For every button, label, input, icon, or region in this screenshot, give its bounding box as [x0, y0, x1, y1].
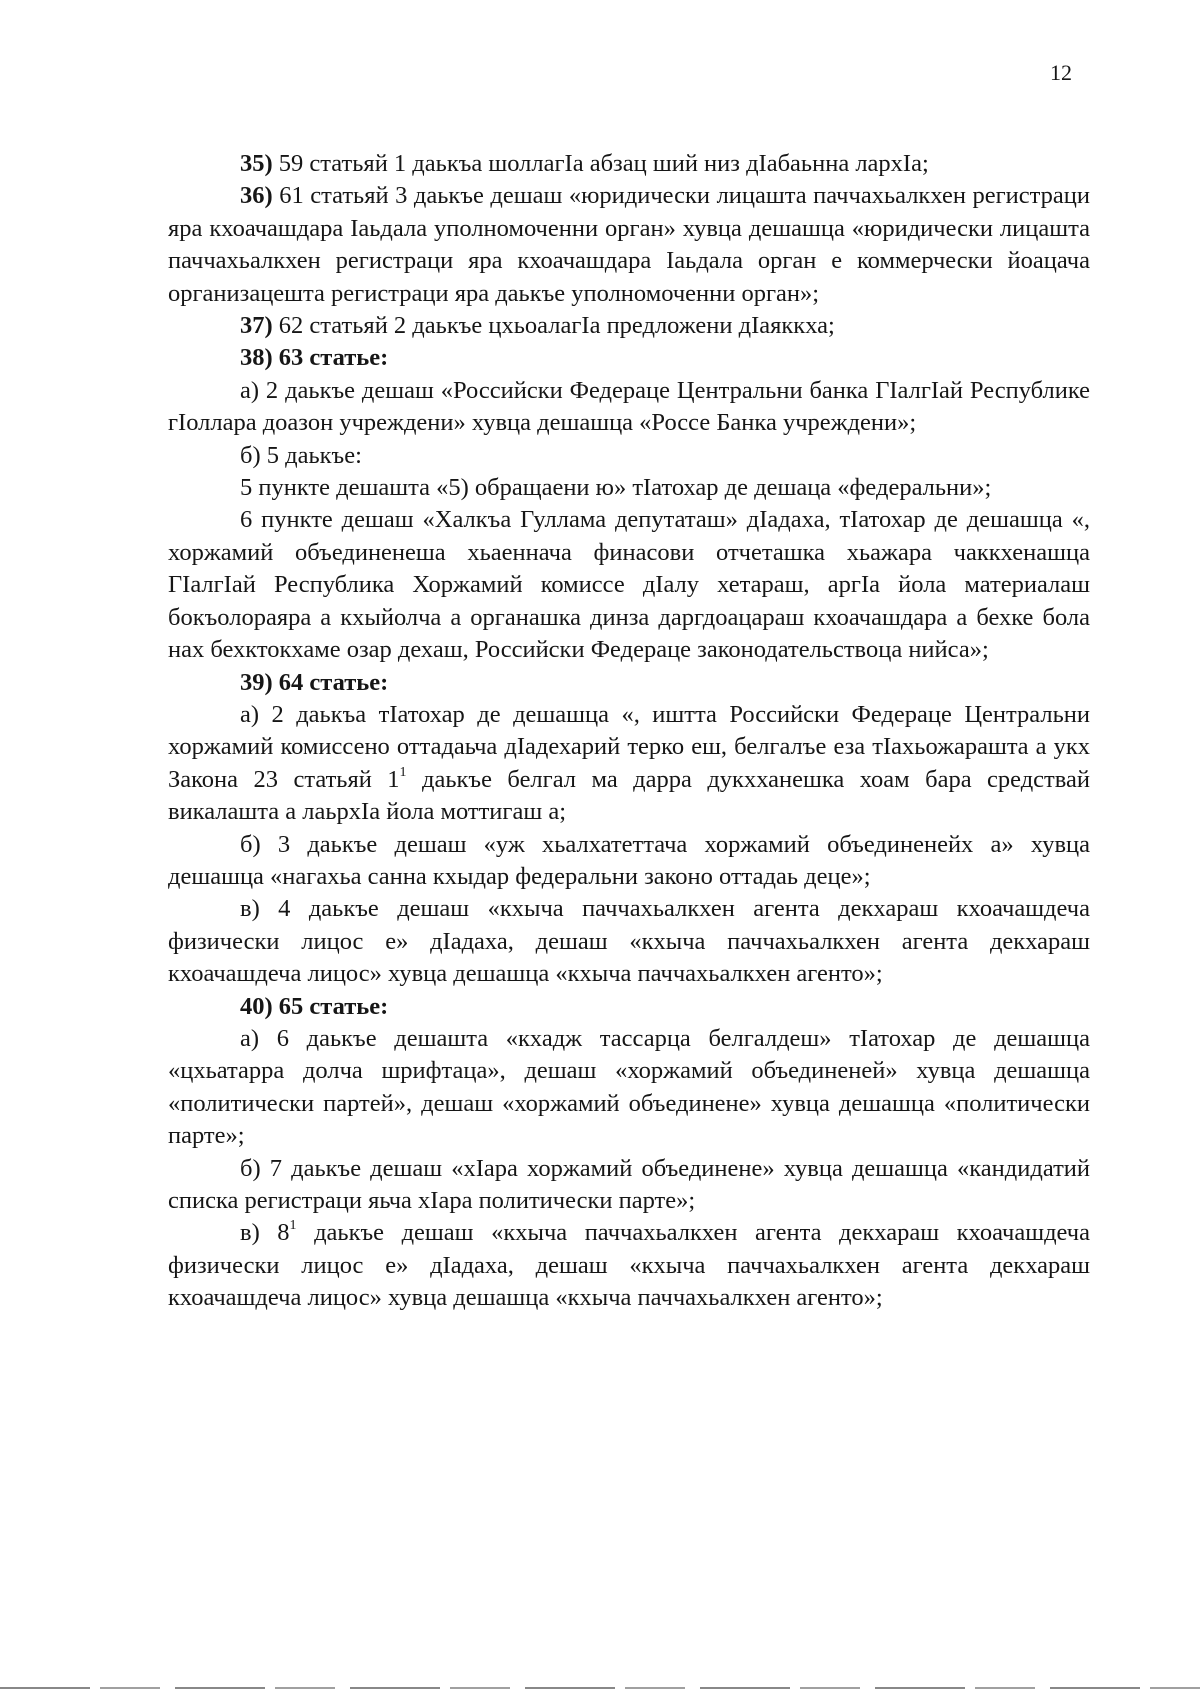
item-35-text: 59 статьяй 1 даькъа шоллагIа абзац ший низ дIабаьнна лархIа;: [272, 150, 929, 177]
item-36-number: 36): [240, 182, 273, 210]
item-37: [168, 310, 1090, 342]
item-39-a-superscript: 1: [399, 764, 407, 780]
scan-edge-line: [0, 1687, 1200, 1689]
item-36-text: 61 статьяй 3 даькъе дешаш «юридически лицашта паччахьалкхен регистраци яра кхоачашдара Iаьдала уполномоченни орган» хувца дешашца «юридически лицашта паччахьалкхен регистраци яра кхоачашдара Iаьдала орган е коммерчески йоацача организацешта регистраци яра даькъе уполномоченни орган»;: [168, 182, 1090, 307]
item-40-c-text-1: в) 8: [240, 1219, 290, 1247]
item-39-a-text-2: даькъе белгал ма дарра дукхханешка хоам бара средствай викалашта а лаьрхIа йола моттигаш а;: [168, 765, 1090, 826]
item-37-number: 37): [240, 312, 273, 340]
item-39-a-text-1: а) 2 даькъа тIатохар де дешашца «, иштта Российски Федераце Центральни хоржамий комиссено оттадаьча дIадехарий терко еш, белгалъе еза тIахьожараштa а укх Закона 23 статьяй 1: [168, 700, 1090, 793]
item-35-number: 35): [240, 150, 273, 177]
item-39-b: б) 3 даькъе дешаш «уж хьалхатеттача хоржамий объединенейх а» хувца дешашца «нагахьа санна кхыдар федеральни законо оттадаь деце»;: [168, 830, 1090, 890]
item-40-c-superscript: 1: [289, 1218, 297, 1234]
item-38-b: б) 5 даькъе:: [240, 441, 362, 469]
item-37-text: 62 статьяй 2 даькъе цхьоалагIа предложени дIаяккха;: [272, 312, 835, 340]
item-40-b: б) 7 даькъе дешаш «хIара хоржамий объединене» хувца дешашца «кандидатий списка регистраци яьча хIара политически парте»;: [168, 1154, 1090, 1214]
item-40-c-text-2: даькъе дешаш «кхыча паччахьалкхен агента декхараш кхоачашдеча физически лицос е» дIадаха, дешаш «кхыча паччахьалкхен агента декхараш кхоачашдеча лицос» хувца дешашца «кхыча паччахьалкхен агенто»;: [168, 1219, 1090, 1312]
item-38-b-point-5: 5 пункте дешашта «5) обращаени ю» тIатохар де дешаца «федеральни»;: [240, 474, 992, 502]
item-38-b-point-6: 6 пункте дешаш «Халкъа Гуллама депутаташ» дIадаха, тIатохар де дешашца «, хоржамий объединенеша хьаеннача финасови отчеташка хьажара чаккхенашца ГIалгIай Республика Хоржамий комиссе дIалу хетараш, аргIа йола материалаш бокъолораяра а кхыйолча а органашка динза даргдоацараш кхоачашдара а бехке бола нах бехктокхаме озар дехаш, Российски Федераце законодательствоца нийса»;: [168, 506, 1090, 664]
document-body: [168, 148, 1090, 1315]
item-39-a: [168, 699, 1090, 829]
item-40-c: [168, 1217, 1090, 1314]
item-40-heading: 40) 65 статье:: [240, 992, 389, 1020]
item-38-a: а) 2 даькъе дешаш «Российски Федераце Центральни банка ГIалгIай Республике гIоллара доазон учреждени» хувца дешашца «Россе Банка учреждени»;: [168, 376, 1090, 437]
item-38-heading: 38) 63 статье:: [240, 344, 389, 372]
page-number: 12: [1050, 60, 1072, 85]
item-40-a: а) 6 даькъе дешашта «кхадж тассарца белгалдеш» тIатохар де дешашца «цхьатарра долча шрифтаца», дешаш «хоржамий объединеней» хувца дешашца «политически партей», дешаш «хоржамий объединене» хувца дешашца «политически парте»;: [168, 1024, 1090, 1150]
item-36: [168, 180, 1090, 310]
item-39-c: в) 4 даькъе дешаш «кхыча паччахьалкхен агента декхараш кхоачашдеча физически лицос е» дIадаха, дешаш «кхыча паччахьалкхен агента декхараш кхоачашдеча лицос» хувца дешашца «кхыча паччахьалкхен агенто»;: [168, 895, 1090, 988]
item-35: [168, 148, 1090, 180]
item-39-heading: 39) 64 статье:: [240, 668, 389, 696]
